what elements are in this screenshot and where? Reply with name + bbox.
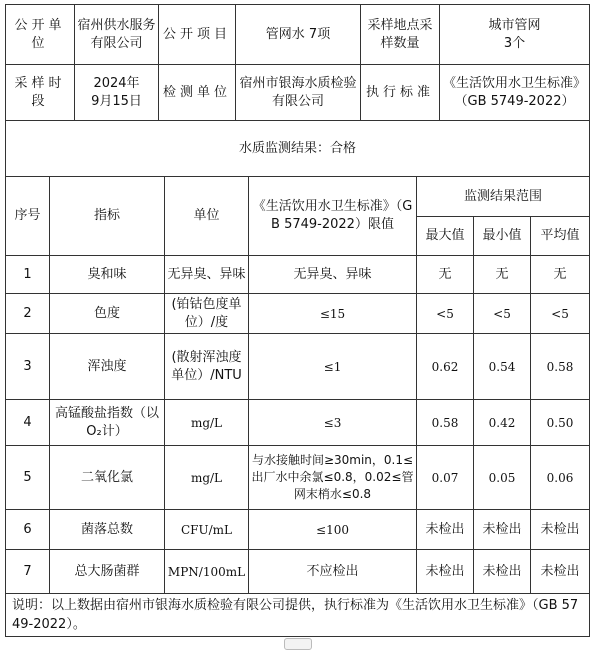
row-unit: CFU/mL bbox=[165, 510, 249, 550]
col-header-avg: 平均值 bbox=[531, 217, 590, 256]
pub-item-label: 公开项目 bbox=[159, 5, 236, 65]
row-avg: 未检出 bbox=[531, 510, 590, 550]
row-min: 0.05 bbox=[474, 446, 531, 510]
row-max: 未检出 bbox=[417, 510, 474, 550]
scroll-handle[interactable] bbox=[284, 638, 312, 650]
row-unit: (散射浑浊度单位）/NTU bbox=[165, 334, 249, 400]
row-no: 3 bbox=[6, 334, 50, 400]
row-no: 7 bbox=[6, 550, 50, 594]
row-limit: 无异臭、异味 bbox=[249, 256, 417, 294]
row-min: 未检出 bbox=[474, 550, 531, 594]
row-limit: 与水接触时间≥30min，0.1≤出厂水中余氯≤0.8，0.02≤管网末梢水≤0.8 bbox=[249, 446, 417, 510]
col-header-min: 最小值 bbox=[474, 217, 531, 256]
row-min: 无 bbox=[474, 256, 531, 294]
row-min: <5 bbox=[474, 294, 531, 334]
row-no: 1 bbox=[6, 256, 50, 294]
row-max: 0.07 bbox=[417, 446, 474, 510]
pub-unit-label: 公开单位 bbox=[6, 5, 75, 65]
data-table bbox=[5, 176, 590, 637]
sample-site-line-1: 城市管网 bbox=[488, 17, 541, 33]
col-header-no: 序号 bbox=[6, 177, 50, 256]
table-row bbox=[6, 550, 590, 594]
col-header-limit: 《生活饮用水卫生标准》（GB 5749-2022）限值 bbox=[249, 177, 417, 256]
header-table bbox=[5, 4, 590, 177]
table-row bbox=[6, 446, 590, 510]
row-avg: 0.50 bbox=[531, 400, 590, 446]
period-value bbox=[75, 65, 159, 121]
row-indicator: 色度 bbox=[50, 294, 165, 334]
row-max: <5 bbox=[417, 294, 474, 334]
row-unit: mg/L bbox=[165, 446, 249, 510]
col-header-unit: 单位 bbox=[165, 177, 249, 256]
period-line-1: 2024年 bbox=[93, 75, 140, 91]
row-limit: 不应检出 bbox=[249, 550, 417, 594]
row-indicator: 臭和味 bbox=[50, 256, 165, 294]
row-no: 6 bbox=[6, 510, 50, 550]
test-unit-label: 检测单位 bbox=[159, 65, 236, 121]
period-label: 采样时段 bbox=[6, 65, 75, 121]
row-limit: ≤100 bbox=[249, 510, 417, 550]
exec-std-label: 执行标准 bbox=[361, 65, 440, 121]
row-no: 2 bbox=[6, 294, 50, 334]
row-indicator: 高锰酸盐指数（以O₂计） bbox=[50, 400, 165, 446]
pub-unit-value: 宿州供水服务有限公司 bbox=[75, 5, 159, 65]
row-max: 未检出 bbox=[417, 550, 474, 594]
period-line-2: 9月15日 bbox=[91, 93, 142, 109]
row-avg: 未检出 bbox=[531, 550, 590, 594]
row-limit: ≤15 bbox=[249, 294, 417, 334]
pub-item-value: 管网水 7项 bbox=[236, 5, 361, 65]
row-avg: 0.58 bbox=[531, 334, 590, 400]
table-row bbox=[6, 510, 590, 550]
row-no: 4 bbox=[6, 400, 50, 446]
table-row bbox=[6, 294, 590, 334]
row-indicator: 二氧化氯 bbox=[50, 446, 165, 510]
row-unit: (铂钴色度单位）/度 bbox=[165, 294, 249, 334]
row-min: 0.54 bbox=[474, 334, 531, 400]
col-header-max: 最大值 bbox=[417, 217, 474, 256]
row-unit: MPN/100mL bbox=[165, 550, 249, 594]
row-min: 未检出 bbox=[474, 510, 531, 550]
sample-site-label: 采样地点采样数量 bbox=[361, 5, 440, 65]
row-max: 0.62 bbox=[417, 334, 474, 400]
col-header-indicator: 指标 bbox=[50, 177, 165, 256]
table-row bbox=[6, 400, 590, 446]
footnote: 说明：以上数据由宿州市银海水质检验有限公司提供，执行标准为《生活饮用水卫生标准》（GB 5749-2022）。 bbox=[6, 594, 590, 637]
row-unit: 无异臭、异味 bbox=[165, 256, 249, 294]
row-unit: mg/L bbox=[165, 400, 249, 446]
sample-site-value bbox=[440, 5, 590, 65]
row-limit: ≤3 bbox=[249, 400, 417, 446]
row-max: 无 bbox=[417, 256, 474, 294]
row-avg: 0.06 bbox=[531, 446, 590, 510]
row-indicator: 菌落总数 bbox=[50, 510, 165, 550]
row-max: 0.58 bbox=[417, 400, 474, 446]
row-avg: 无 bbox=[531, 256, 590, 294]
row-no: 5 bbox=[6, 446, 50, 510]
table-row bbox=[6, 256, 590, 294]
row-avg: <5 bbox=[531, 294, 590, 334]
row-indicator: 浑浊度 bbox=[50, 334, 165, 400]
table-row bbox=[6, 334, 590, 400]
sample-site-line-2: 3个 bbox=[503, 35, 526, 51]
row-min: 0.42 bbox=[474, 400, 531, 446]
col-header-range: 监测结果范围 bbox=[417, 177, 590, 217]
result-line: 水质监测结果：合格 bbox=[6, 121, 590, 177]
row-indicator: 总大肠菌群 bbox=[50, 550, 165, 594]
exec-std-value: 《生活饮用水卫生标准》（GB 5749-2022） bbox=[440, 65, 590, 121]
row-limit: ≤1 bbox=[249, 334, 417, 400]
test-unit-value: 宿州市银海水质检验有限公司 bbox=[236, 65, 361, 121]
